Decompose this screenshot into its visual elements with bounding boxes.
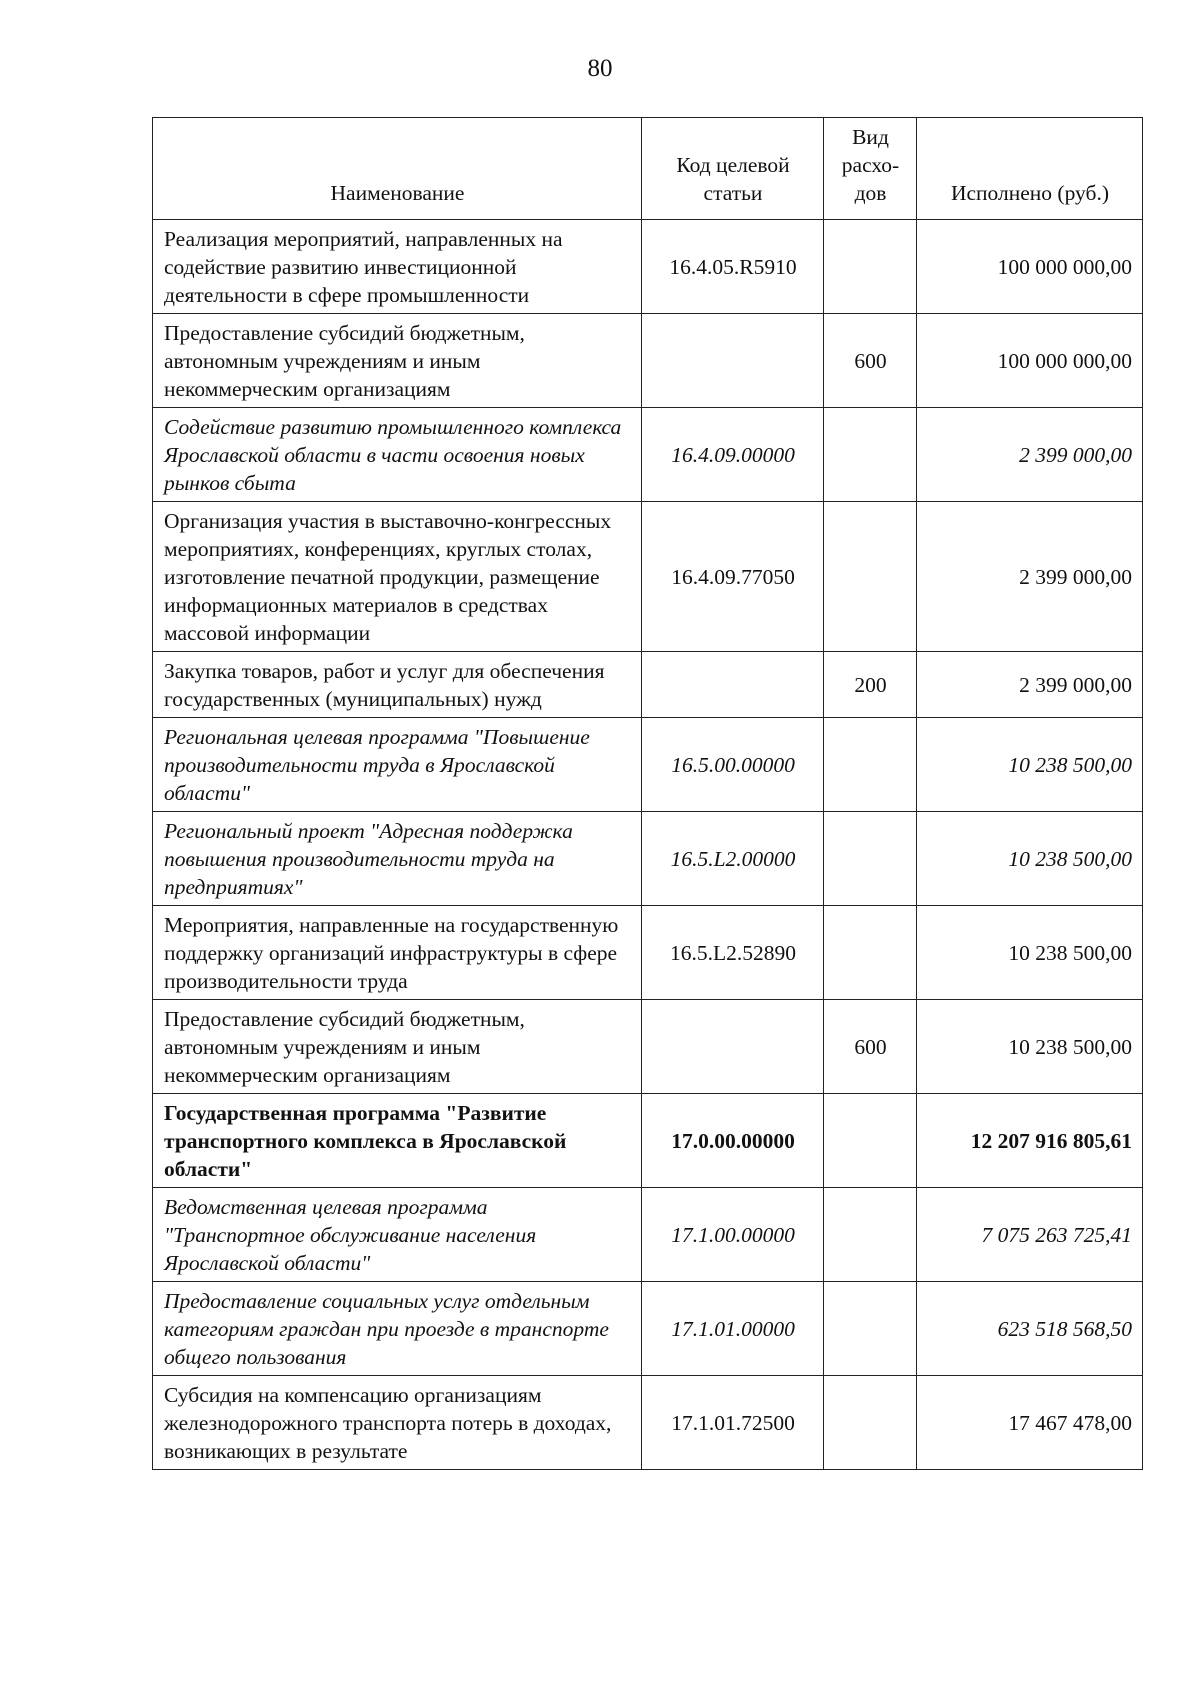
cell-type: [824, 812, 917, 906]
cell-name: Региональная целевая программа "Повышение производительности труда в Ярославской области": [153, 718, 642, 812]
table-row: [153, 1376, 1143, 1470]
table-row: [153, 906, 1143, 1000]
cell-sum: 10 238 500,00: [917, 906, 1143, 1000]
cell-name: Мероприятия, направленные на государственную поддержку организаций инфраструктуры в сфере производительности труда: [153, 906, 642, 1000]
cell-code: 16.5.L2.52890: [642, 906, 824, 1000]
cell-name: Содействие развитию промышленного комплекса Ярославской области в части освоения новых рынков сбыта: [153, 408, 642, 502]
table-row: [153, 1094, 1143, 1188]
cell-name: Государственная программа "Развитие транспортного комплекса в Ярославской области": [153, 1094, 642, 1188]
cell-name: Субсидия на компенсацию организациям железнодорожного транспорта потерь в доходах, возникающих в результате: [153, 1376, 642, 1470]
table-header-row: [153, 118, 1143, 220]
table-row: [153, 1000, 1143, 1094]
cell-type: [824, 220, 917, 314]
cell-name: Предоставление социальных услуг отдельным категориям граждан при проезде в транспорте общего пользования: [153, 1282, 642, 1376]
cell-code: 17.1.00.00000: [642, 1188, 824, 1282]
table-row: [153, 220, 1143, 314]
cell-type: [824, 1376, 917, 1470]
cell-name: Организация участия в выставочно-конгрессных мероприятиях, конференциях, круглых столах, изготовление печатной продукции, размещение информационных материалов в средствах массовой информации: [153, 502, 642, 652]
cell-name: Предоставление субсидий бюджетным, автономным учреждениям и иным некоммерческим организациям: [153, 314, 642, 408]
cell-name: Ведомственная целевая программа "Транспортное обслуживание населения Ярославской области": [153, 1188, 642, 1282]
cell-sum: 10 238 500,00: [917, 1000, 1143, 1094]
cell-type: [824, 906, 917, 1000]
cell-sum: 2 399 000,00: [917, 502, 1143, 652]
header-type: Вид расхо-дов: [824, 118, 917, 220]
cell-type: 200: [824, 652, 917, 718]
cell-type: 600: [824, 1000, 917, 1094]
cell-type: [824, 1188, 917, 1282]
cell-sum: 100 000 000,00: [917, 314, 1143, 408]
cell-name: Закупка товаров, работ и услуг для обеспечения государственных (муниципальных) нужд: [153, 652, 642, 718]
cell-type: [824, 718, 917, 812]
cell-sum: 7 075 263 725,41: [917, 1188, 1143, 1282]
budget-execution-table: [152, 117, 1143, 1470]
cell-code: 16.4.09.77050: [642, 502, 824, 652]
cell-sum: 10 238 500,00: [917, 718, 1143, 812]
table-row: [153, 1282, 1143, 1376]
table-row: [153, 1188, 1143, 1282]
cell-sum: 17 467 478,00: [917, 1376, 1143, 1470]
cell-sum: 2 399 000,00: [917, 652, 1143, 718]
cell-code: 16.5.00.00000: [642, 718, 824, 812]
cell-sum: 623 518 568,50: [917, 1282, 1143, 1376]
table-row: [153, 718, 1143, 812]
cell-code: 17.1.01.72500: [642, 1376, 824, 1470]
cell-type: [824, 1094, 917, 1188]
cell-code: 17.0.00.00000: [642, 1094, 824, 1188]
cell-type: [824, 1282, 917, 1376]
cell-type: [824, 502, 917, 652]
cell-code: 16.4.05.R5910: [642, 220, 824, 314]
table-row: [153, 652, 1143, 718]
cell-code: 17.1.01.00000: [642, 1282, 824, 1376]
table-row: [153, 812, 1143, 906]
cell-type: [824, 408, 917, 502]
cell-type: 600: [824, 314, 917, 408]
cell-sum: 100 000 000,00: [917, 220, 1143, 314]
cell-sum: 10 238 500,00: [917, 812, 1143, 906]
table-row: [153, 314, 1143, 408]
cell-name: Реализация мероприятий, направленных на содействие развитию инвестиционной деятельности в сфере промышленности: [153, 220, 642, 314]
cell-sum: 12 207 916 805,61: [917, 1094, 1143, 1188]
header-name: Наименование: [153, 118, 642, 220]
cell-code: [642, 652, 824, 718]
table-row: [153, 502, 1143, 652]
cell-name: Региональный проект "Адресная поддержка повышения производительности труда на предприятиях": [153, 812, 642, 906]
cell-code: 16.4.09.00000: [642, 408, 824, 502]
page-number: 80: [587, 55, 613, 82]
cell-code: 16.5.L2.00000: [642, 812, 824, 906]
cell-sum: 2 399 000,00: [917, 408, 1143, 502]
table-row: [153, 408, 1143, 502]
cell-name: Предоставление субсидий бюджетным, автономным учреждениям и иным некоммерческим организациям: [153, 1000, 642, 1094]
cell-code: [642, 1000, 824, 1094]
header-sum: Исполнено (руб.): [917, 118, 1143, 220]
cell-code: [642, 314, 824, 408]
header-code: Код целевой статьи: [642, 118, 824, 220]
